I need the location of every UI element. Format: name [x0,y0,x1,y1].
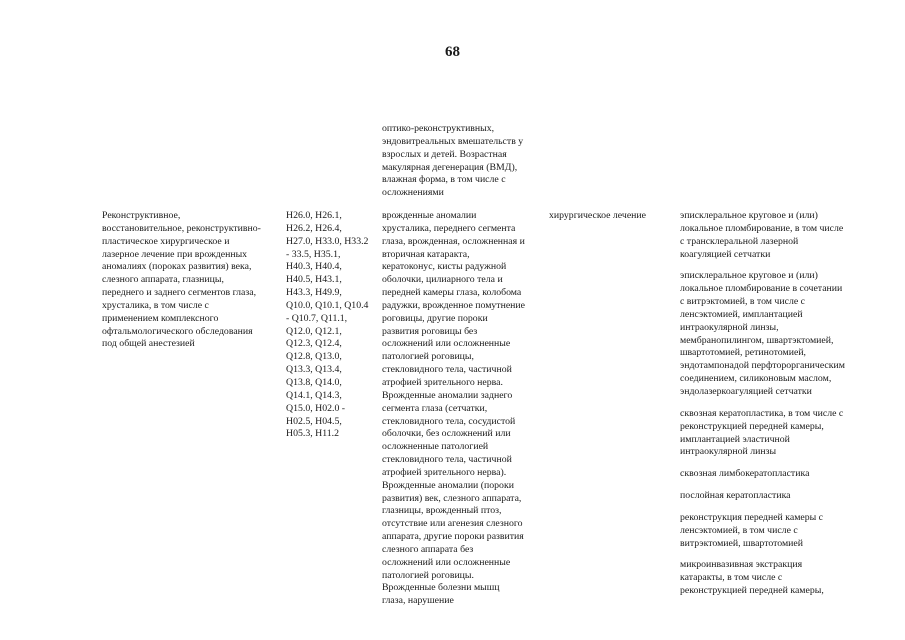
text-line: H40.5, H43.1, [286,274,342,286]
text-line: Q12.0, Q12.1, [286,325,342,337]
text-line: осложнений или осложненные [382,556,511,568]
text-line: оболочки, цилиарного тела и [382,274,503,286]
text-line: локальное пломбирование, в том числе [680,222,844,234]
text-line: микроинвазивная экстракция [680,559,803,571]
treatment-name-cell [102,210,282,351]
text-line: стекловидного тела, частичной [382,364,512,376]
text-line: макулярная дегенерация (ВМД), [382,161,518,173]
text-line: стекловидного тела, сосудистой [382,415,516,427]
text-line: H26.2, H26.4, [286,222,342,234]
text-line: хирургическое лечение [549,210,647,221]
text-line: вторичная катаракта, [382,248,470,260]
text-line: глаза, врожденная, осложненная и [382,235,525,247]
text-line: Реконструктивное, [102,210,181,221]
text-line: осложненные патологией [382,441,489,453]
text-line: Q10.0, Q10.1, Q10.4 [286,299,369,311]
text-line: послойная кератопластика [680,490,791,502]
text-line: Q13.8, Q14.0, [286,376,342,388]
text-line: глаза, нарушение [382,595,454,607]
text-line: врожденные аномалии [382,210,477,221]
text-line: кератоконус, кисты радужной [382,261,507,273]
text-line: с витрэктомией, в том числе с [680,296,805,308]
text-line: оптико-реконструктивных, [382,123,495,134]
text-line: витрэктомией, швартотомией [680,537,804,549]
text-line: катаракты, в том числе с [680,572,783,584]
text-line: атрофией зрительного нерва. [382,376,503,388]
text-line: аппарата, другие пороки развития [382,531,524,543]
text-line: эндолазеркоагуляцией сетчатки [680,385,812,397]
text-line: хрусталика, в том числе с [102,299,209,311]
treatment-method [680,512,872,551]
icd-codes-cell [286,210,380,441]
text-line: H02.5, H04.5, [286,415,342,427]
text-line: Q15.0, H02.0 - [286,402,346,414]
treatment-method [680,408,872,459]
text-line: швартотомией, ретинотомией, [680,347,807,359]
treatment-method [680,559,872,598]
text-line: Врожденные болезни мышц [382,582,500,594]
text-line: сквозная лимбокератопластика [680,468,810,480]
text-line: H26.0, H26.1, [286,210,342,221]
text-line: мембранопилингом, швартэктомией, [680,334,834,346]
treatment-method [680,468,872,481]
text-line: сегмента глаза (сетчатки, [382,402,488,414]
text-line: осложнениями [382,187,444,199]
text-line: реконструкцией передней камеры, [680,585,824,597]
text-line: осложнений или осложненные [382,338,511,350]
text-line: пластическое хирургическое и [102,235,230,247]
treatment-type-cell [549,210,677,223]
text-line: аномалиях (пороках развития) века, [102,261,252,273]
treatment-method [680,210,872,261]
treatment-methods-cell [680,210,872,607]
text-line: локальное пломбирование в сочетании [680,283,843,295]
text-line: H43.3, H49.9, [286,287,342,299]
text-line: соединением, силиконовым маслом, [680,373,832,385]
text-line: применением комплексного [102,312,219,324]
text-line: лазерное лечение при врожденных [102,248,248,260]
text-line: под общей анестезией [102,338,195,350]
text-line: роговицы, другие пороки [382,312,488,324]
text-line: эндовитреальных вмешательств у [382,135,524,147]
text-line: сквозная кератопластика, в том числе с [680,407,844,419]
text-line: Q13.3, Q13.4, [286,364,342,376]
text-line: оболочки, без осложнений или [382,428,511,440]
text-line: эписклеральное круговое и (или) [680,210,818,221]
text-line: интраокулярной линзы, [680,321,779,333]
text-line: развития) век, слезного аппарата, [382,492,522,504]
text-line: Врожденные аномалии заднего [382,389,513,401]
treatment-method [680,270,872,398]
text-line: развития роговицы без [382,325,478,337]
text-line: атрофией зрительного нерва). [382,466,507,478]
text-line: восстановительное, реконструктивно- [102,222,261,234]
text-line: реконструкция передней камеры с [680,511,824,523]
text-line: реконструкцией передней камеры, [680,420,824,432]
text-line: Q14.1, Q14.3, [286,389,342,401]
text-line: глазницы, врожденный птоз, [382,505,502,517]
text-line: отсутствие или агенезия слезного [382,518,523,530]
prev-row-diseases-cell [382,123,548,200]
text-line: слезного аппарата, глазницы, [102,274,224,286]
text-line: интраокулярной линзы [680,446,777,458]
text-line: эндотампонадой перфторорганическим [680,360,845,372]
text-line: взрослых и детей. Возрастная [382,148,507,160]
text-line: патологией роговицы, [382,351,474,363]
diseases-cell [382,210,548,608]
text-line: ленсэктомией, в том числе с [680,524,798,536]
text-line: радужки, врожденное помутнение [382,299,526,311]
text-line: эписклеральное круговое и (или) [680,270,818,282]
text-line: коагуляцией сетчатки [680,248,771,260]
treatment-method [680,490,872,503]
text-line: H27.0, H33.0, H33.2 [286,235,369,247]
text-line: Q12.8, Q13.0, [286,351,342,363]
text-line: влажная форма, в том числе с [382,174,506,186]
text-line: патологией роговицы. [382,569,474,581]
text-line: стекловидного тела, частичной [382,454,512,466]
text-line: Врожденные аномалии (пороки [382,479,514,491]
text-line: имплантацией эластичной [680,433,790,445]
text-line: - Q10.7, Q11.1, [286,312,348,324]
text-line: слезного аппарата без [382,543,474,555]
text-line: H05.3, H11.2 [286,428,339,440]
text-line: H40.3, H40.4, [286,261,342,273]
text-line: ленсэктомией, имплантацией [680,308,803,320]
text-line: - 33.5, H35.1, [286,248,341,260]
text-line: с трансклеральной лазерной [680,235,799,247]
text-line: Q12.3, Q12.4, [286,338,342,350]
page-number: 68 [445,44,460,60]
text-line: переднего и заднего сегментов глаза, [102,287,257,299]
text-line: офтальмологического обследования [102,325,253,337]
text-line: передней камеры глаза, колобома [382,287,522,299]
text-line: хрусталика, переднего сегмента [382,222,516,234]
